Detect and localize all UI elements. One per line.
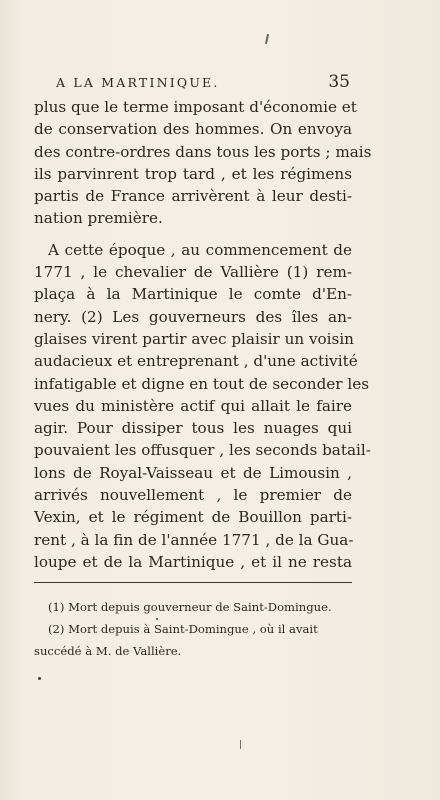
footnote-rule	[34, 582, 352, 583]
text-line: A cette époque , au commencement de	[48, 240, 352, 259]
text-line: ils parvinrent trop tard , et les régimens	[34, 164, 352, 183]
text-line: loupe et de la Martinique , et il ne resta	[34, 552, 352, 571]
text-line: Vexin, et le régiment de Bouillon parti-	[34, 508, 352, 527]
text-line: plaça à la Martinique le comte d'En-	[34, 285, 352, 304]
text-line: infatigable et digne en tout de seconder les	[34, 374, 370, 393]
ink-mark	[240, 740, 241, 749]
text-line: nation première.	[34, 209, 163, 228]
footnote-1: (1) Mort depuis gouverneur de Saint-Domingue.	[48, 600, 332, 614]
page-number: 35	[328, 72, 350, 92]
text-line: rent , à la fin de l'année 1771 , de la Gua-	[34, 530, 354, 549]
text-line: agir. Pour dissiper tous les nuages qui	[34, 419, 352, 438]
running-title: A LA MARTINIQUE.	[56, 75, 220, 90]
footnotes	[34, 596, 352, 662]
page-header	[56, 72, 350, 92]
text-line: des contre-ordres dans tous les ports ; mais	[34, 142, 372, 161]
body-text	[34, 96, 372, 573]
ink-mark	[265, 34, 269, 44]
text-line: nery. (2) Les gouverneurs des îles an-	[34, 307, 352, 326]
text-line: vues du ministère actif qui allait le faire	[34, 396, 352, 415]
text-line: partis de France arrivèrent à leur desti-	[34, 187, 352, 206]
footnote-2-continued: succédé à M. de Vallière.	[34, 644, 182, 658]
text-line: lons de Royal-Vaisseau et de Limousin ,	[34, 463, 352, 482]
ink-speck	[38, 677, 41, 680]
text-line: de conservation des hommes. On envoya	[34, 120, 352, 139]
text-line: plus que le terme imposant d'économie et	[34, 98, 357, 116]
text-line: audacieux et entreprenant , d'une activité	[34, 352, 358, 371]
ink-speck	[156, 618, 158, 620]
text-line: pouvaient les offusquer , les seconds batail-	[34, 441, 371, 460]
footnote-2: (2) Mort depuis à Saint-Domingue , où il avait	[48, 622, 318, 636]
text-line: glaises virent partir avec plaisir un voisin	[34, 329, 354, 348]
text-line: 1771 , le chevalier de Vallière (1) rem-	[34, 263, 352, 282]
text-line: arrivés nouvellement , le premier de	[34, 486, 352, 505]
